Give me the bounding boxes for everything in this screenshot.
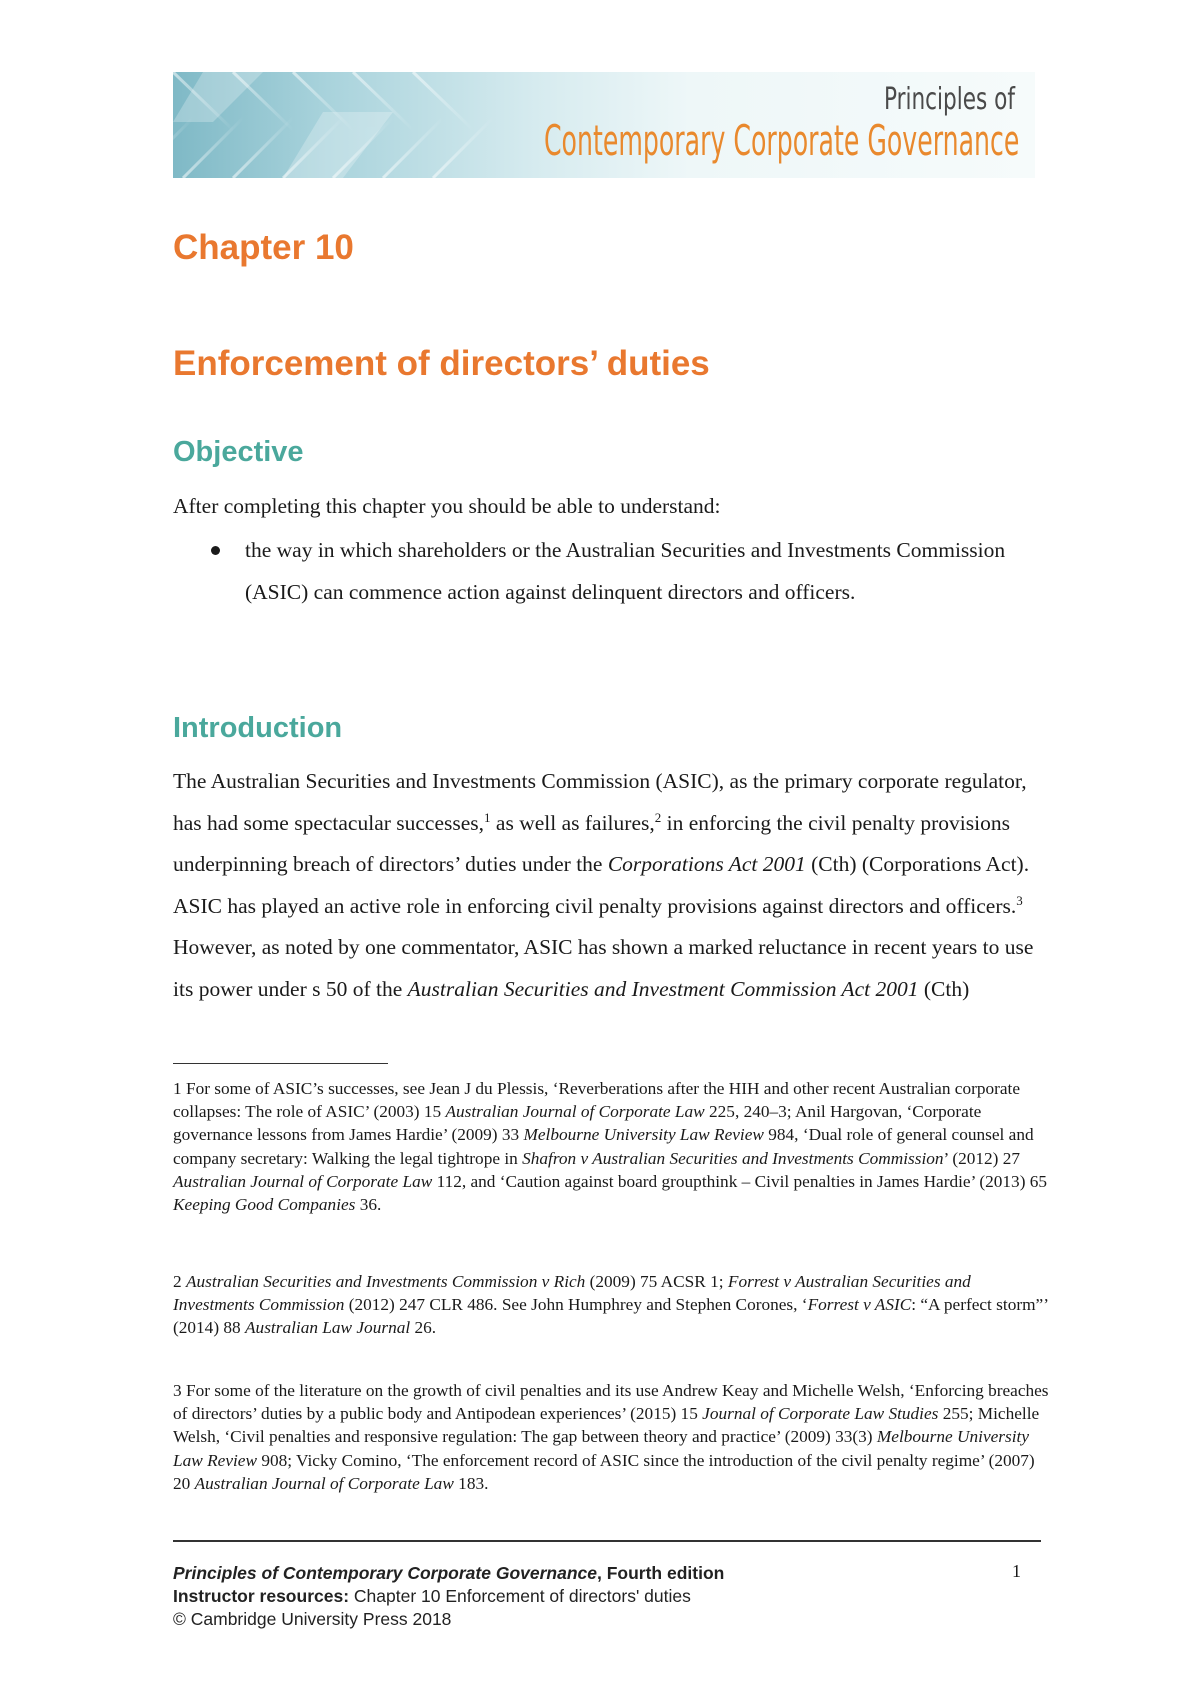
citation-title: Forrest v Australian Securities and Investments Commission <box>173 1272 971 1315</box>
footnote-ref-2: 2 <box>654 809 662 825</box>
intro-text: in enforcing the civil penalty provisions underpinning breach of directors’ duties under the <box>173 810 1010 877</box>
footnote-text: 2 <box>173 1272 186 1291</box>
intro-text: (Cth) <box>918 976 970 1001</box>
footnote-text: : “A perfect storm”’ (2014) 88 <box>173 1295 1048 1338</box>
citation-title: Australian Journal of Corporate Law <box>194 1473 454 1493</box>
footer-separator <box>173 1540 1041 1542</box>
citation-title: Melbourne University Law Review <box>523 1125 764 1145</box>
citation-title: Melbourne University Law Review <box>173 1427 1030 1470</box>
footer-line-resources <box>173 1585 1033 1608</box>
footnote-separator <box>173 1063 388 1064</box>
citation-title: Shafron v Australian Securities and Investments Commission <box>522 1148 944 1168</box>
objective-bullet-item <box>173 530 1043 613</box>
page-number: 1 <box>1012 1561 1021 1581</box>
chapter-heading: Chapter 10 <box>173 228 354 267</box>
introduction-paragraph <box>173 761 1043 1011</box>
bullet-icon <box>211 546 220 555</box>
objective-heading: Objective <box>173 436 304 468</box>
footnote-text: (2012) 247 CLR 486. See John Humphrey and Stephen Corones, ‘ <box>344 1295 808 1315</box>
footnote-ref-1: 1 <box>484 809 491 825</box>
footnote-text: 112, and ‘Caution against board groupthink – Civil penalties in James Hardie’ (2013) 65 <box>432 1171 1048 1191</box>
footnote-text: 3 For some of the literature on the growth of civil penalties and its use Andrew Keay and Michelle Welsh, ‘Enforcing breaches of directors’ duties by a public body and Antipodean experiences’ (2015) 15 <box>173 1381 1049 1424</box>
introduction-heading: Introduction <box>173 712 343 744</box>
objective-bullet-text: the way in which shareholders or the Australian Securities and Investments Commission (ASIC) can commence action against delinquent directors and officers. <box>245 538 1006 604</box>
footer-book-title: Principles of Contemporary Corporate Governance <box>173 1563 597 1583</box>
footnote-text: 26. <box>410 1318 437 1338</box>
footnote-text: 225, 240–3; Anil Hargovan, ‘Corporate governance lessons from James Hardie’ (2009) 33 <box>173 1102 982 1145</box>
citation-title: Australian Securities and Investments Commission v Rich <box>185 1272 586 1291</box>
footnote-text: 984, ‘Dual role of general counsel and company secretary: Walking the legal tightrope in <box>173 1125 1034 1168</box>
footnote-text: 908; Vicky Comino, ‘The enforcement record of ASIC since the introduction of the civil penalty regime’ (2007) 20 <box>173 1450 1035 1493</box>
banner-title-line1: Principles of <box>883 82 1015 117</box>
footer-line-book <box>173 1562 1033 1585</box>
intro-text: However, as noted by one commentator, ASIC has shown a marked reluctance in recent years to use its power under s 50 of the <box>173 935 1034 1001</box>
citation-title: Australian Journal of Corporate Law <box>445 1102 705 1122</box>
footnote-text: (2009) 75 ACSR 1; <box>585 1272 728 1291</box>
citation-title: Australian Law Journal <box>245 1318 411 1338</box>
footnote-text: 1 For some of ASIC’s successes, see Jean J du Plessis, ‘Reverberations after the HIH and other recent Australian corporate collapses: The role of ASIC’ (2003) 15 <box>173 1079 1021 1122</box>
footer-resources-label: Instructor resources: <box>173 1586 350 1606</box>
citation-title: Keeping Good Companies <box>173 1195 356 1215</box>
footnote-text: 183. <box>453 1473 489 1493</box>
banner-title-line2: Contemporary Corporate Governance <box>543 116 1019 165</box>
footnote-text: 255; Michelle Welsh, ‘Civil penalties and responsive regulation: The gap between theory and practice’ (2009) 33(3) <box>173 1404 1040 1447</box>
footnote-2 <box>173 1270 1053 1340</box>
chapter-title: Enforcement of directors’ duties <box>173 344 710 383</box>
page-footer <box>173 1562 1033 1631</box>
footnote-ref-3: 3 <box>1016 892 1023 908</box>
footnote-3 <box>173 1379 1053 1495</box>
footnote-text: ’ (2012) 27 <box>943 1148 1021 1168</box>
intro-text: The Australian Securities and Investments Commission (ASIC), as the primary corporate regulator, has had some spectacular successes, <box>173 769 1027 835</box>
header-banner <box>173 72 1035 178</box>
objective-intro: After completing this chapter you should be able to understand: <box>173 494 721 518</box>
intro-text: (Cth) (Corporations Act). ASIC has played an active role in enforcing civil penalty provisions against directors and officers. <box>173 852 1030 918</box>
footnote-text: 36. <box>355 1195 382 1215</box>
act-title: Corporations Act 2001 <box>607 852 806 877</box>
footnote-1 <box>173 1077 1053 1216</box>
citation-title: Journal of Corporate Law Studies <box>702 1404 939 1424</box>
footer-copyright: © Cambridge University Press 2018 <box>173 1609 452 1629</box>
intro-text: as well as failures, <box>490 810 655 835</box>
citation-title: Forrest v ASIC <box>807 1295 912 1315</box>
footer-resources-text: Chapter 10 Enforcement of directors' duties <box>349 1586 691 1606</box>
footer-edition: , Fourth edition <box>597 1563 725 1583</box>
act-title: Australian Securities and Investment Commission Act 2001 <box>407 976 919 1001</box>
citation-title: Australian Journal of Corporate Law <box>173 1171 433 1191</box>
